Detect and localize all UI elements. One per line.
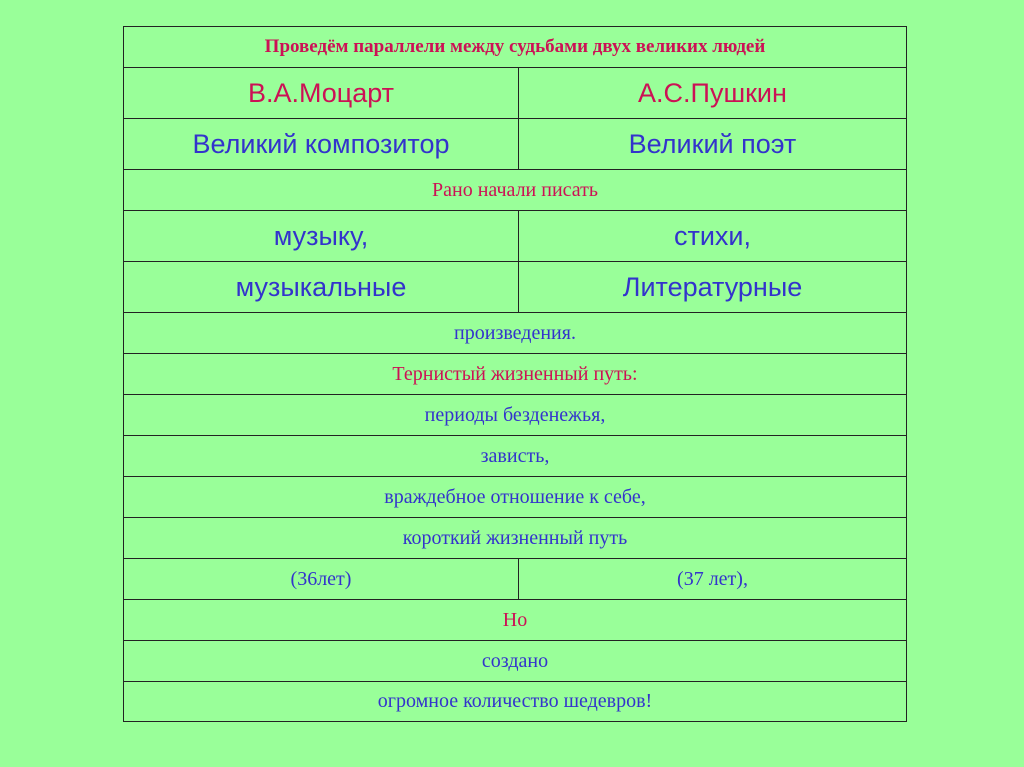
hardship-cell: короткий жизненный путь (124, 518, 907, 559)
table-row (124, 559, 907, 600)
works-cell: произведения. (124, 313, 907, 354)
created-cell: создано (124, 641, 907, 682)
thorny-path-cell: Тернистый жизненный путь: (124, 354, 907, 395)
table-row (124, 518, 907, 559)
pushkin-lifespan-cell: (37 лет), (519, 559, 907, 600)
comparison-table (123, 26, 907, 722)
table-row (124, 395, 907, 436)
masterpieces-cell: огромное количество шедевров! (124, 682, 907, 722)
table-row (124, 211, 907, 262)
table-row (124, 27, 907, 68)
table-row (124, 641, 907, 682)
pushkin-genre-cell: Литературные (519, 262, 907, 313)
table-row (124, 119, 907, 170)
mozart-genre-cell: музыкальные (124, 262, 519, 313)
mozart-wrote-cell: музыку, (124, 211, 519, 262)
mozart-role-cell: Великий композитор (124, 119, 519, 170)
table-row (124, 262, 907, 313)
hardship-cell: враждебное отношение к себе, (124, 477, 907, 518)
table-row (124, 682, 907, 722)
hardship-cell: зависть, (124, 436, 907, 477)
pushkin-role-cell: Великий поэт (519, 119, 907, 170)
pushkin-name-cell: А.С.Пушкин (519, 68, 907, 119)
table-row (124, 68, 907, 119)
mozart-name-cell: В.А.Моцарт (124, 68, 519, 119)
table-row (124, 313, 907, 354)
table-row (124, 170, 907, 211)
mozart-lifespan-cell: (36лет) (124, 559, 519, 600)
table-row (124, 477, 907, 518)
table-row (124, 436, 907, 477)
hardship-cell: периоды безденежья, (124, 395, 907, 436)
table-row (124, 600, 907, 641)
table-row (124, 354, 907, 395)
but-cell: Но (124, 600, 907, 641)
table-title: Проведём параллели между судьбами двух великих людей (124, 27, 907, 68)
pushkin-wrote-cell: стихи, (519, 211, 907, 262)
early-start-cell: Рано начали писать (124, 170, 907, 211)
